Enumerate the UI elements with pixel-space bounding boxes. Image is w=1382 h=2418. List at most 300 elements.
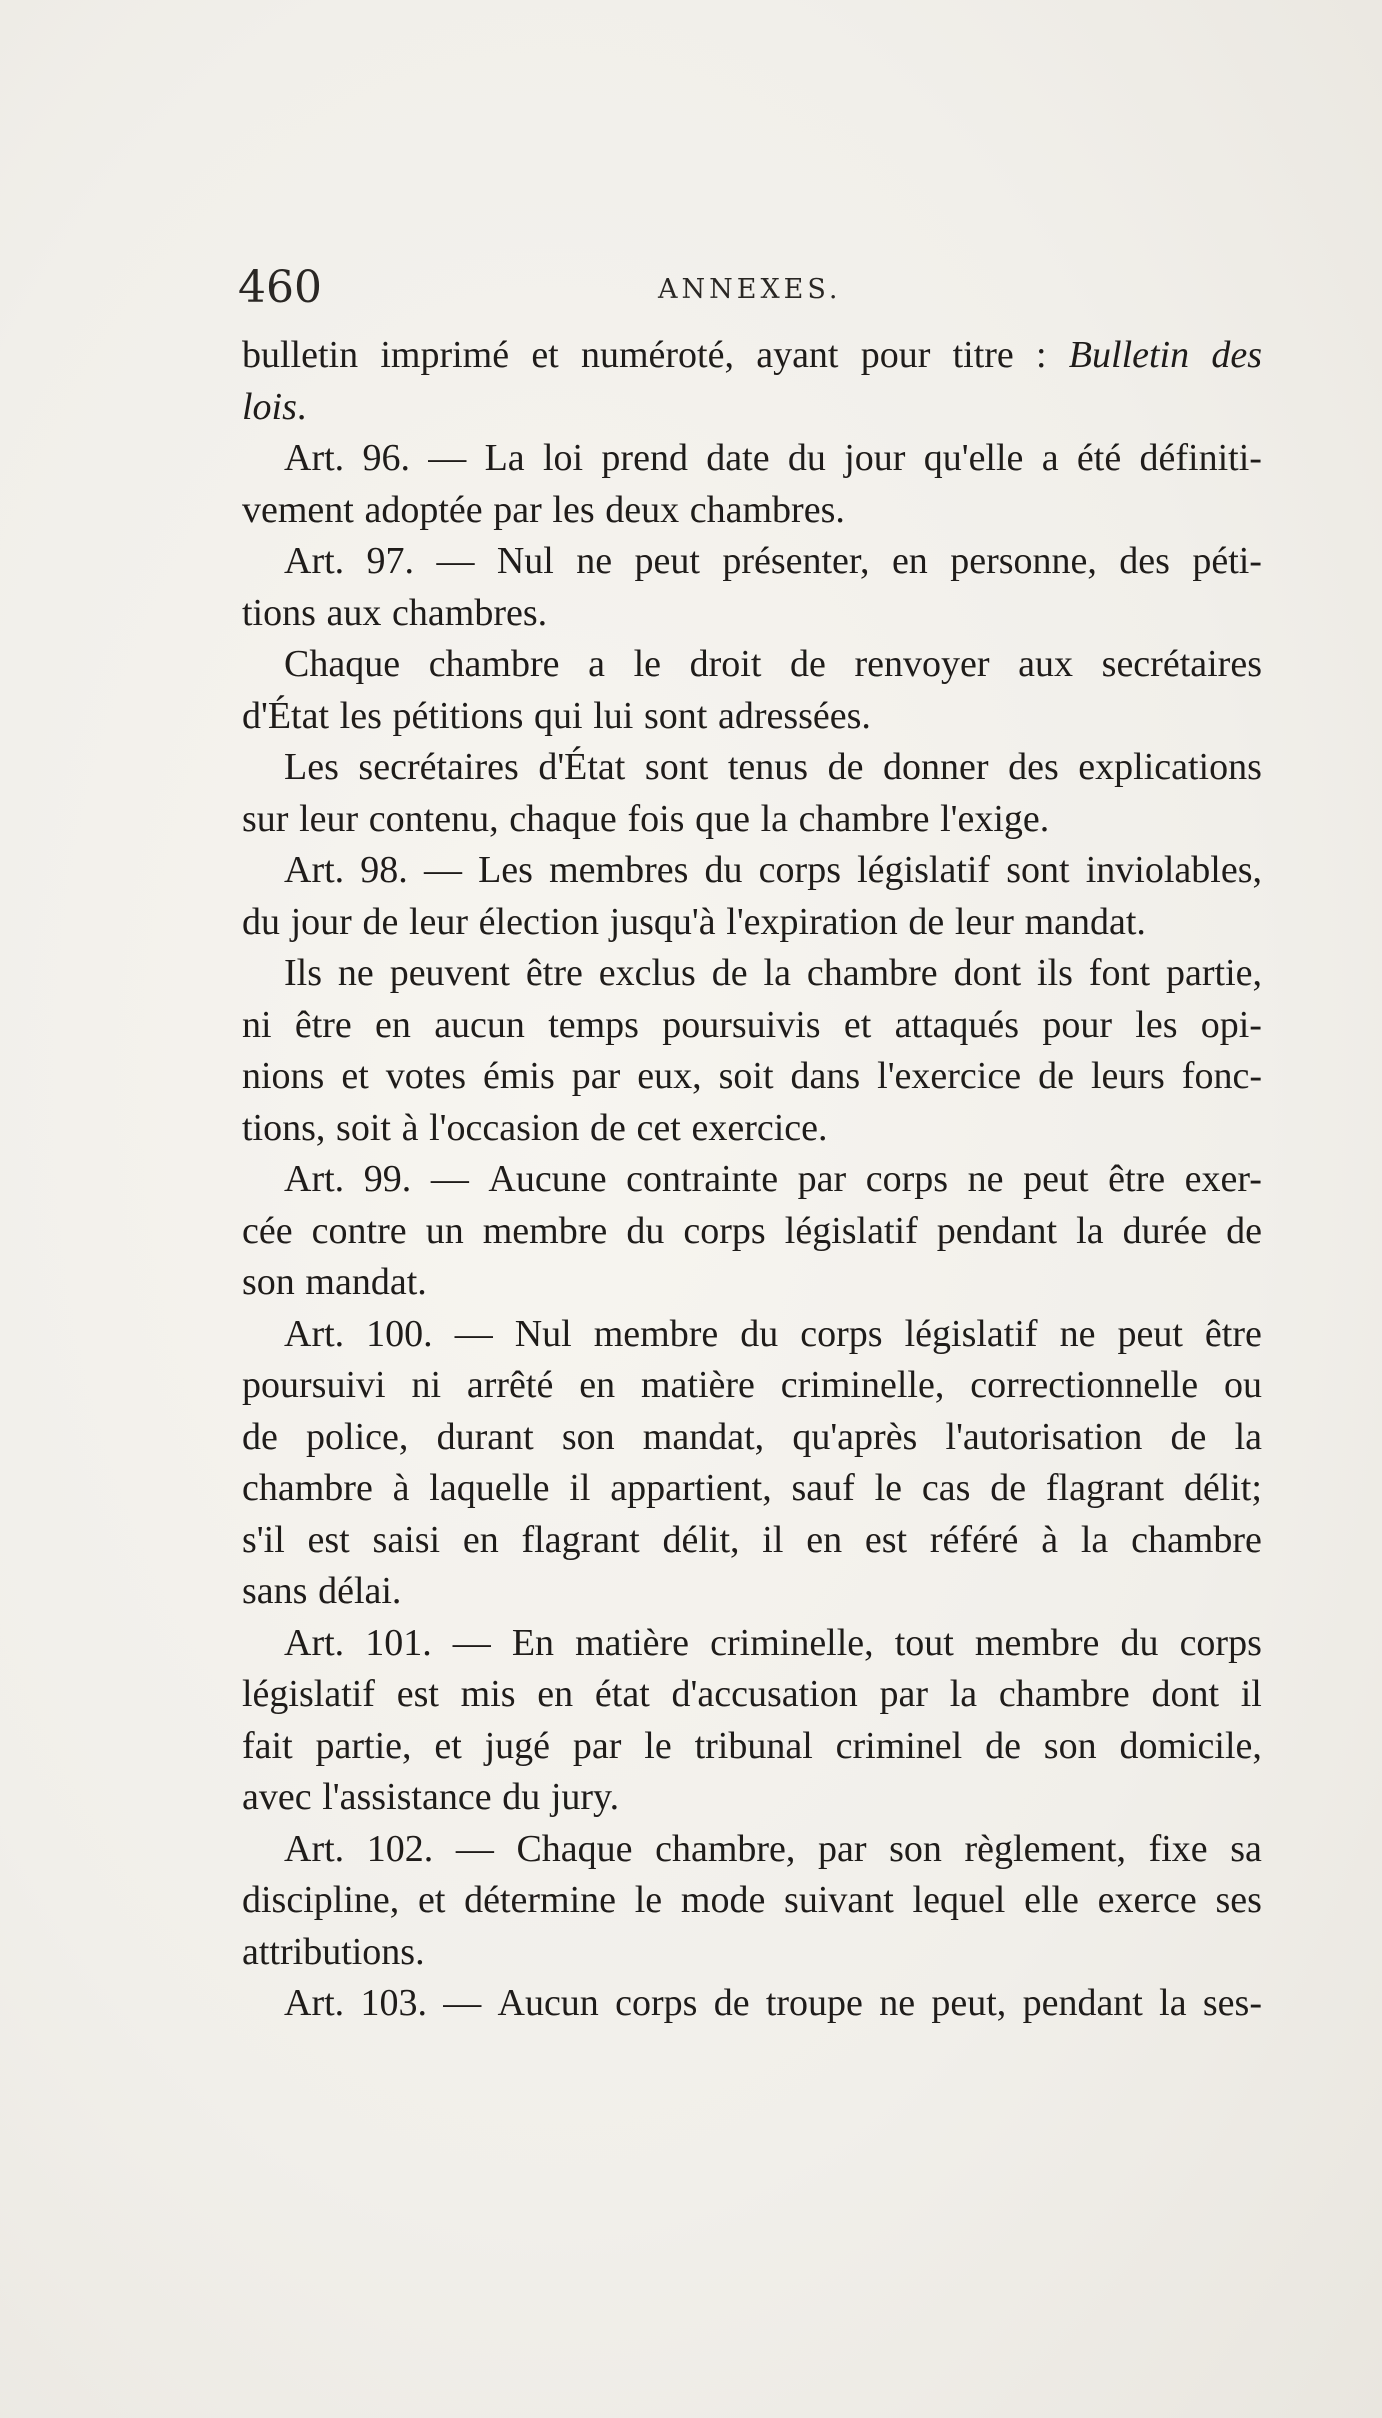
word: chambre [242, 1467, 373, 1509]
word: mode [680, 1879, 766, 1921]
word: est [396, 1673, 439, 1715]
word: ne [337, 952, 374, 994]
word: contre [311, 1209, 407, 1252]
text-line [242, 1360, 1262, 1412]
word: partie, [315, 1724, 412, 1767]
word: son [889, 1827, 942, 1870]
word: du [787, 437, 826, 479]
word: péti- [1192, 540, 1262, 582]
word: ne [879, 1982, 916, 2024]
word: l'autorisation [945, 1415, 1143, 1458]
text-line [242, 1978, 1262, 2030]
word: peut [634, 540, 700, 582]
word: définiti- [1139, 437, 1262, 479]
word: discipline, [242, 1879, 400, 1921]
word: exercice. [691, 1106, 828, 1149]
word: en [462, 1518, 499, 1561]
word: état [594, 1673, 650, 1715]
text-line [242, 1463, 1262, 1515]
word: en [537, 1673, 574, 1715]
word: En [511, 1621, 555, 1664]
word: membre [974, 1621, 1100, 1664]
word: pour [1042, 1003, 1112, 1046]
word: peut [1117, 1312, 1183, 1355]
word: la [763, 952, 791, 994]
word: — [452, 1621, 491, 1664]
word: mandat. [305, 1261, 427, 1303]
word: exclus [598, 952, 696, 994]
word: lui [593, 694, 634, 737]
word: Art. [284, 437, 345, 479]
word: à [401, 1106, 419, 1149]
word: ou [1223, 1364, 1262, 1406]
text-line [242, 536, 1262, 588]
text-line [242, 1206, 1262, 1258]
text-line [242, 382, 1262, 434]
text-line [242, 1618, 1262, 1670]
word: flagrant [1045, 1467, 1165, 1509]
word: le [644, 1724, 672, 1767]
word: sont [644, 746, 709, 788]
word: législatif [242, 1673, 375, 1715]
word: ils [1037, 952, 1073, 994]
word: domicile, [1119, 1724, 1262, 1767]
word: et [434, 1724, 462, 1767]
word: par [818, 1827, 867, 1870]
word: de [985, 1724, 1021, 1767]
text-line [242, 1154, 1262, 1206]
word: cet [636, 1106, 681, 1149]
word: de [827, 746, 864, 788]
word: un [425, 1209, 464, 1252]
word: sont [1006, 849, 1070, 891]
text-line [242, 330, 1262, 382]
word: titre [952, 334, 1014, 376]
word: — [423, 849, 462, 891]
word: leur [299, 797, 359, 840]
word: l'exercice [877, 1055, 1022, 1097]
word: peuvent [389, 952, 510, 994]
word: a [1041, 437, 1059, 479]
word: tenus [727, 746, 809, 788]
word: pendant [1022, 1982, 1143, 2024]
word: poursuivis [662, 1003, 821, 1046]
word: jour [844, 437, 906, 479]
word: de [908, 900, 945, 943]
word: tions [242, 591, 316, 634]
word: corps [758, 849, 841, 891]
word: Ils [284, 952, 322, 994]
word: de [242, 1415, 278, 1458]
word: exer- [1184, 1158, 1262, 1200]
text-line [242, 1257, 1262, 1309]
word: leurs [1090, 1055, 1165, 1097]
word: ne [1059, 1312, 1096, 1355]
text-line [242, 897, 1262, 949]
word: la [1080, 1518, 1109, 1561]
text-line [242, 1412, 1262, 1464]
text-line [242, 1824, 1262, 1876]
word: police, [306, 1415, 409, 1458]
word: chambre [806, 952, 938, 994]
word: fait [242, 1724, 293, 1767]
text-line [242, 1515, 1262, 1567]
word: aux [326, 591, 382, 634]
word: qu'après [792, 1415, 918, 1458]
word: adoptée [364, 488, 483, 531]
word: — [455, 1827, 494, 1870]
word: jusqu'à [609, 900, 716, 943]
word: correctionnelle [970, 1364, 1199, 1406]
page-number: 460 [238, 262, 322, 313]
word: corps [865, 1158, 949, 1200]
word: Chaque [516, 1827, 633, 1870]
word: règlement, [964, 1827, 1126, 1870]
word: Nul [496, 540, 554, 582]
word: pour [860, 334, 931, 376]
word: corps [800, 1312, 883, 1355]
word: 102. [366, 1827, 434, 1870]
word: soit [336, 1106, 391, 1149]
word: laquelle [429, 1467, 550, 1509]
word: ni [242, 1003, 272, 1046]
word: jugé [484, 1724, 551, 1767]
word: est [864, 1518, 908, 1561]
word: chambre [428, 643, 560, 685]
word: été [1076, 437, 1122, 479]
word: l'expiration [726, 900, 898, 943]
word: peut [1023, 1158, 1089, 1200]
word: en [806, 1518, 843, 1561]
word: votes [385, 1055, 466, 1097]
word: la [949, 1673, 978, 1715]
word: attaqués [894, 1003, 1020, 1046]
word: Nul [514, 1312, 572, 1355]
word: corps [1179, 1621, 1262, 1664]
word: dont [953, 952, 1022, 994]
text-line [242, 1669, 1262, 1721]
text-line [242, 845, 1262, 897]
word: sa [1230, 1827, 1262, 1870]
word: du [740, 1312, 779, 1355]
word: durée [1122, 1209, 1208, 1252]
word: attributions. [242, 1930, 425, 1973]
word: législatif [857, 849, 991, 891]
word: de [362, 900, 399, 943]
word: de [711, 952, 748, 994]
word: bulletin [242, 334, 359, 376]
word: de [1170, 1415, 1207, 1458]
word: chambre [798, 797, 930, 840]
word: être [1108, 1158, 1166, 1200]
word: cas [921, 1467, 971, 1509]
word: chambres. [392, 591, 548, 634]
word: chaque [509, 797, 617, 840]
text-line [242, 1927, 1262, 1979]
running-head: ANNEXES. [658, 274, 842, 305]
word: matière [575, 1621, 690, 1664]
word: ayant [756, 334, 839, 376]
word: droit [689, 643, 762, 685]
word: par [571, 1055, 621, 1097]
word: dont [1151, 1673, 1219, 1715]
word: Chaque [284, 643, 401, 685]
word: des [1008, 746, 1059, 788]
word: secrétaires [358, 746, 519, 788]
word: criminel [835, 1724, 963, 1767]
word: Art. [284, 849, 345, 891]
word: de [990, 1467, 1027, 1509]
word: d'État [538, 746, 626, 788]
word: appartient, [610, 1467, 772, 1509]
word: matière [640, 1364, 755, 1406]
word: secrétaires [1101, 643, 1262, 685]
text-line [242, 794, 1262, 846]
word: être [1204, 1312, 1262, 1355]
word: partie, [1165, 952, 1262, 994]
word: le [633, 643, 662, 685]
word: ne [967, 1158, 1004, 1200]
word: elle [1024, 1879, 1079, 1921]
word: dans [790, 1055, 861, 1097]
word: émis [482, 1055, 555, 1097]
word: leur [408, 900, 469, 943]
word: 103. [360, 1982, 427, 2024]
word: membre [482, 1209, 608, 1252]
word: — [430, 1158, 469, 1200]
word: des [1119, 540, 1170, 582]
word: aux [1018, 643, 1074, 685]
word: par [572, 1724, 622, 1767]
word: à [1041, 1518, 1059, 1561]
word: Art. [284, 540, 345, 582]
word: il [569, 1467, 591, 1509]
word: donner [883, 746, 989, 788]
word: que [695, 797, 750, 840]
text-line [242, 1309, 1262, 1361]
word: sauf [791, 1467, 855, 1509]
word: chambre [998, 1673, 1130, 1715]
word: référé [929, 1518, 1019, 1561]
word: membre [593, 1312, 719, 1355]
text-line [242, 1721, 1262, 1773]
word: poursuivi [242, 1364, 386, 1406]
word: élection [478, 900, 599, 943]
word: avec [242, 1776, 312, 1818]
word: sont [643, 694, 708, 737]
word: le [634, 1879, 663, 1921]
word: et [843, 1003, 872, 1046]
word: tribunal [694, 1724, 813, 1767]
word: ne [576, 540, 613, 582]
word: des [1211, 334, 1262, 376]
word: Art. [284, 1827, 345, 1870]
word: explications [1078, 746, 1262, 788]
word: fonc- [1181, 1055, 1262, 1097]
word: sur [242, 797, 289, 840]
word: corps [615, 1982, 698, 2024]
word: 99. [363, 1158, 412, 1200]
word: à [392, 1467, 410, 1509]
word: de [713, 1982, 750, 2024]
word: les [339, 694, 382, 737]
word: saisi [372, 1518, 441, 1561]
word: 100. [366, 1312, 433, 1355]
word: son [561, 1415, 615, 1458]
word: délai. [318, 1570, 402, 1612]
word: Les [284, 746, 339, 788]
text-line [242, 742, 1262, 794]
word: son [1043, 1724, 1097, 1767]
word: temps [548, 1003, 639, 1046]
word: fois [627, 797, 685, 840]
word: Art. [284, 1621, 345, 1664]
word: sans [242, 1570, 308, 1612]
word: adressées. [717, 694, 871, 737]
word: lequel [912, 1879, 1006, 1921]
word: 97. [366, 540, 415, 582]
word: flagrant [521, 1518, 640, 1561]
word: en [579, 1364, 616, 1406]
word: renvoyer [854, 643, 990, 685]
word: de [790, 643, 826, 685]
word: La [484, 437, 525, 479]
text-line [242, 433, 1262, 485]
word: délit, [662, 1518, 740, 1561]
word: qu'elle [923, 437, 1024, 479]
word: chambre, [655, 1827, 796, 1870]
word: en [891, 540, 928, 582]
word: par [879, 1673, 928, 1715]
word: l'assistance [322, 1776, 492, 1818]
word: membres [549, 849, 689, 891]
word: exerce [1097, 1879, 1197, 1921]
word: deux [605, 488, 680, 531]
word: délit; [1183, 1467, 1262, 1509]
word: de [590, 1106, 626, 1149]
word: en [375, 1003, 411, 1046]
word: Bulletin [1068, 334, 1190, 376]
word: la [1234, 1415, 1262, 1458]
word: être [525, 952, 583, 994]
word: imprimé [380, 334, 510, 376]
word: criminelle, [710, 1621, 874, 1664]
page-header [238, 262, 1258, 322]
word: nions [242, 1055, 325, 1097]
word: cée [242, 1209, 293, 1252]
word: et [341, 1055, 369, 1097]
text-line [242, 588, 1262, 640]
word: fixe [1148, 1827, 1208, 1870]
word: criminelle, [780, 1364, 945, 1406]
word: troupe [765, 1982, 863, 2024]
word: numéroté, [580, 334, 734, 376]
word: prend [601, 437, 688, 479]
word: Art. [284, 1158, 345, 1200]
word: du [242, 900, 280, 943]
word: corps [683, 1209, 766, 1252]
body-text [242, 330, 1262, 2030]
word: 96. [362, 437, 410, 479]
word: les [552, 488, 595, 531]
word: la [1159, 1982, 1187, 2024]
word: législatif [784, 1209, 918, 1252]
word: leur [954, 900, 1014, 943]
word: et [417, 1879, 446, 1921]
word: la [760, 797, 788, 840]
word: tout [894, 1621, 954, 1664]
word: mandat. [1024, 900, 1146, 943]
word: chambre [1131, 1518, 1262, 1561]
word: arrêté [466, 1364, 554, 1406]
word: d'accusation [671, 1673, 858, 1715]
word: eux, [637, 1055, 702, 1097]
word: date [706, 437, 770, 479]
text-line [242, 691, 1262, 743]
word: suivant [784, 1879, 894, 1921]
word: législatif [904, 1312, 1038, 1355]
word: présenter, [722, 540, 870, 582]
word: — [436, 540, 475, 582]
word: jury. [550, 1776, 620, 1818]
text-line [242, 1772, 1262, 1824]
word: Art. [284, 1312, 345, 1355]
word: lois. [242, 385, 307, 428]
word: contrainte [626, 1158, 779, 1200]
text-line [242, 639, 1262, 691]
word: du [502, 1776, 541, 1818]
word: loi [542, 437, 584, 479]
word: Art. [284, 1982, 345, 2024]
word: les [1135, 1003, 1178, 1046]
word: personne, [950, 540, 1097, 582]
word: contenu, [368, 797, 499, 840]
word: il [762, 1518, 784, 1561]
text-line [242, 1103, 1262, 1155]
word: jour [290, 900, 352, 943]
word: pendant [936, 1209, 1058, 1252]
word: l'occasion [429, 1106, 580, 1149]
word: opi- [1200, 1003, 1262, 1046]
word: le [874, 1467, 903, 1509]
word: et [531, 334, 559, 376]
word: : [1036, 334, 1047, 376]
word: mandat, [642, 1415, 765, 1458]
text-line [242, 1566, 1262, 1618]
word: soit [718, 1055, 774, 1097]
word: — [428, 437, 467, 479]
word: de [1038, 1055, 1074, 1097]
word: du [626, 1209, 665, 1252]
word: du [1120, 1621, 1159, 1664]
word: tions, [242, 1106, 326, 1149]
word: s'il [242, 1518, 285, 1561]
word: font [1088, 952, 1151, 994]
word: par [493, 488, 542, 531]
word: Aucun [497, 1982, 599, 2024]
word: chambres. [689, 488, 845, 531]
word: a [588, 643, 605, 685]
text-line [242, 1000, 1262, 1052]
word: de [1226, 1209, 1262, 1252]
word: aucun [434, 1003, 525, 1046]
text-line [242, 1051, 1262, 1103]
word: peut, [931, 1982, 1007, 2024]
word: ses [1215, 1879, 1262, 1921]
word: — [443, 1982, 482, 2024]
word: l'exige. [940, 797, 1050, 840]
word: son [242, 1261, 295, 1303]
